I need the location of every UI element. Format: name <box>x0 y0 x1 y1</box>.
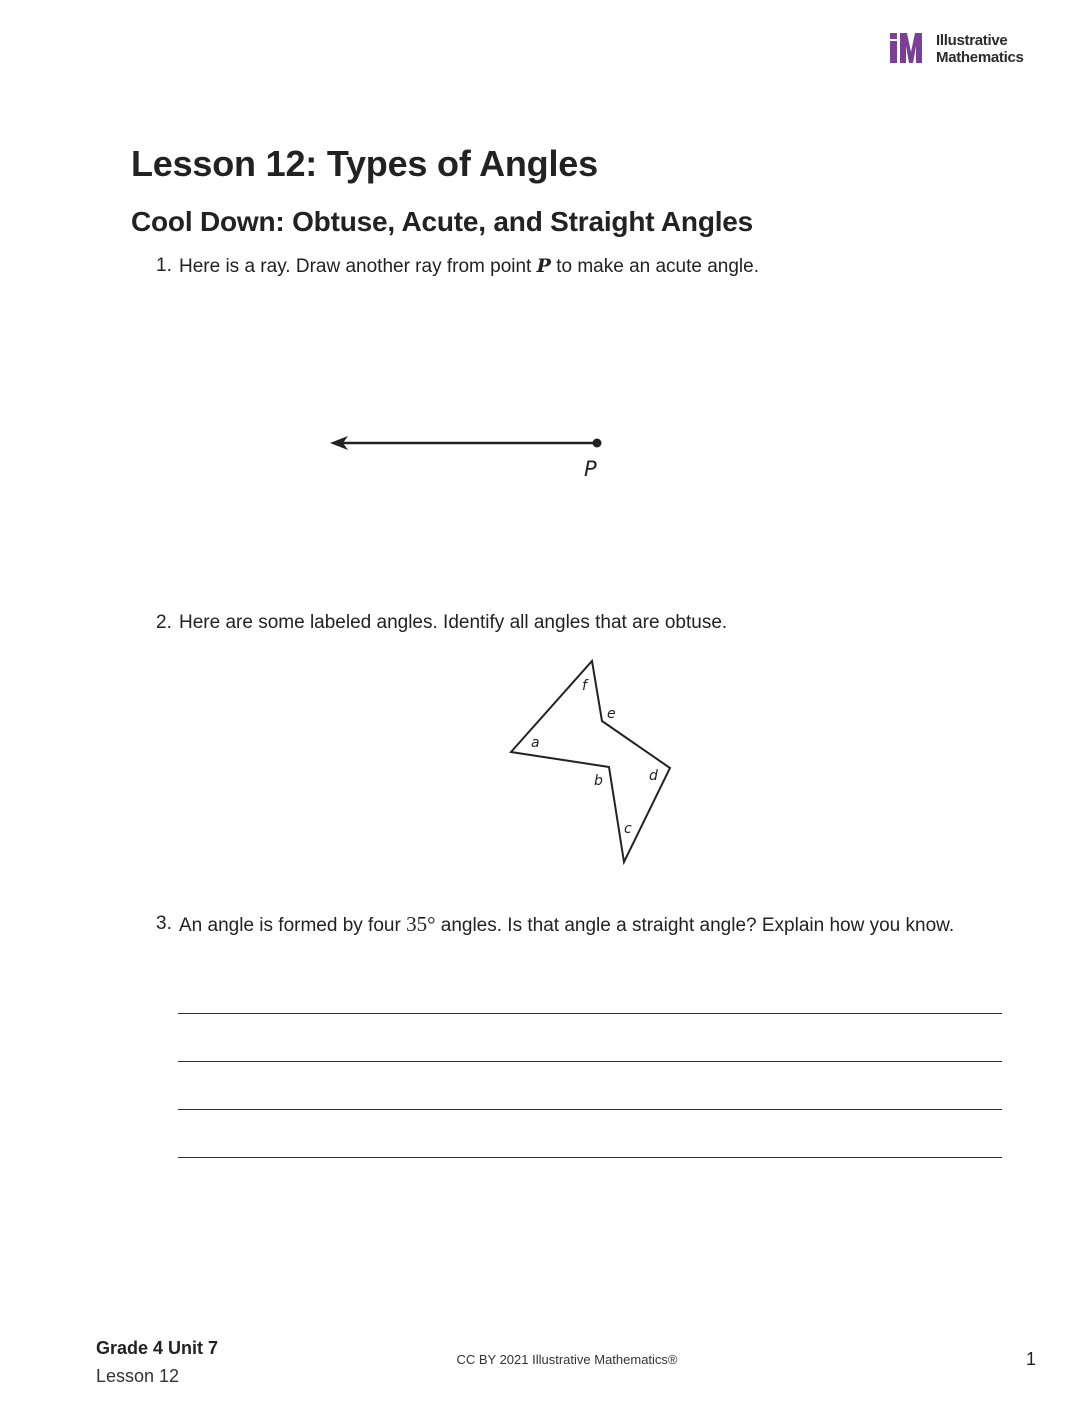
angles-polygon <box>511 661 670 862</box>
angle-label-d: d <box>649 768 658 784</box>
point-p-dot <box>593 439 602 448</box>
illustrative-mathematics-logo <box>888 30 1048 70</box>
angle-label-a: a <box>531 735 540 751</box>
angle-label-c: c <box>624 821 632 837</box>
labeled-angles-figure <box>500 650 690 875</box>
answer-line-3[interactable] <box>178 1109 1002 1110</box>
answer-line-1[interactable] <box>178 1013 1002 1014</box>
question-2-number: 2. <box>156 612 172 633</box>
ray-figure <box>320 425 620 485</box>
footer-copyright: CC BY 2021 Illustrative Mathematics® <box>456 1352 678 1367</box>
logo-wordmark <box>936 32 1024 66</box>
question-1-text-after: to make an acute angle. <box>550 256 760 277</box>
question-3 <box>150 910 980 940</box>
angle-label-b: b <box>594 773 603 789</box>
question-1-number: 1. <box>156 255 172 276</box>
point-p-label: P <box>584 457 597 481</box>
angle-measure: 35° <box>406 912 436 936</box>
angle-label-e: e <box>607 706 616 722</box>
question-3-text <box>179 910 980 940</box>
im-logo-icon <box>888 30 932 66</box>
footer-lesson: Lesson 12 <box>96 1366 180 1386</box>
question-2-text: Here are some labeled angles. Identify all angles that are obtuse. <box>179 612 728 633</box>
question-2 <box>150 609 980 637</box>
question-3-text-before: An angle is formed by four <box>179 915 407 936</box>
answer-line-2[interactable] <box>178 1061 1002 1062</box>
question-3-text-after: angles. Is that angle a straight angle? Explain how you know. <box>435 915 955 936</box>
answer-line-4[interactable] <box>178 1157 1002 1158</box>
question-1 <box>150 252 980 281</box>
question-3-number: 3. <box>156 913 172 934</box>
page-number: 1 <box>1025 1349 1036 1369</box>
point-variable: P <box>536 255 551 277</box>
question-1-text <box>179 252 980 281</box>
angle-label-f: f <box>582 678 587 694</box>
lesson-title: Lesson 12: Types of Angles <box>131 143 598 184</box>
logo-line-1: Illustrative <box>936 32 1008 49</box>
footer-grade-unit: Grade 4 Unit 7 <box>96 1338 219 1358</box>
question-1-text-before: Here is a ray. Draw another ray from point <box>179 256 537 277</box>
section-title: Cool Down: Obtuse, Acute, and Straight Angles <box>131 206 754 237</box>
logo-line-2: Mathematics <box>936 49 1024 66</box>
